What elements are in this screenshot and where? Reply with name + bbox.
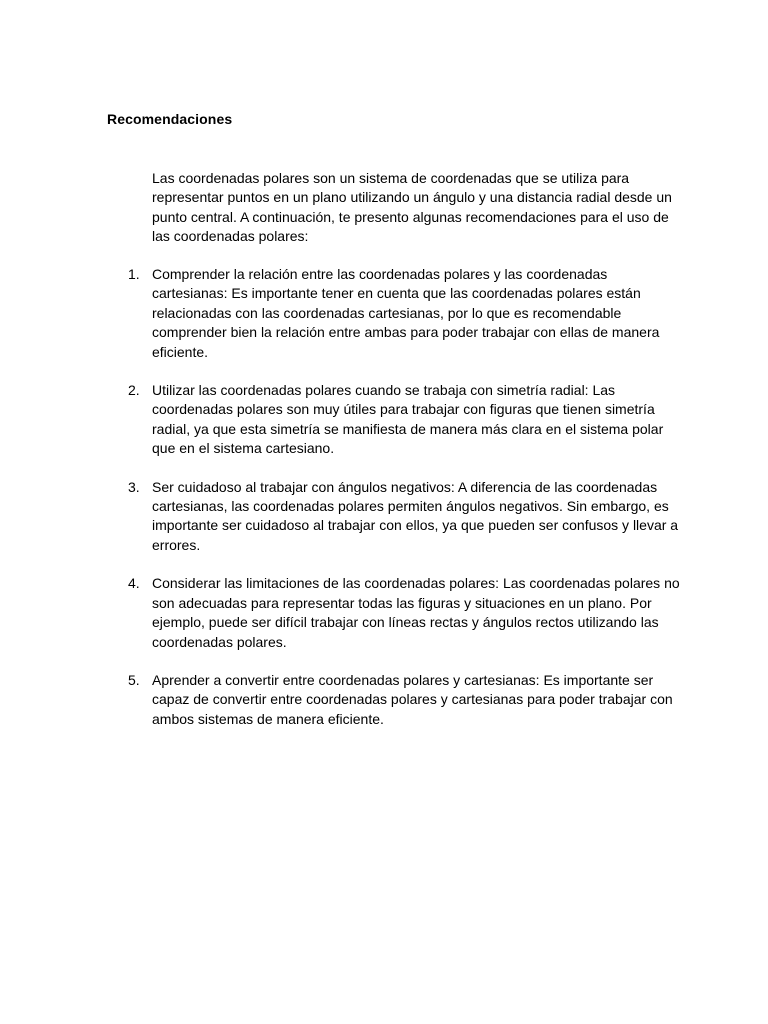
document-heading: Recomendaciones <box>107 111 233 127</box>
list-item <box>0 671 768 729</box>
list-item-text: Considerar las limitaciones de las coordenadas polares: Las coordenadas polares no son adecuadas para representar todas las figuras y situaciones en un plano. Por ejemplo, puede ser difícil trabajar con líneas rectas y ángulos rectos utilizando las coordenadas polares. <box>152 575 680 650</box>
list-item-number: 2. <box>128 382 140 399</box>
list-item-number: 1. <box>128 266 140 282</box>
list-item-text: Utilizar las coordenadas polares cuando se trabaja con simetría radial: Las coordenadas polares son muy útiles para trabajar con figuras que tienen simetría radial, ya que esta simetría se manifiesta de manera más clara en el sistema polar que en el sistema cartesiano. <box>152 382 664 457</box>
list-item-number: 3. <box>128 478 140 495</box>
list-item <box>0 381 768 459</box>
intro-paragraph: Las coordenadas polares son un sistema de coordenadas que se utiliza para representar puntos en un plano utilizando un ángulo y una distancia radial desde un punto central. A continuación, te presento algunas recomendaciones para el uso de las coordenadas polares: <box>152 170 672 245</box>
list-item-number: 5. <box>128 671 140 688</box>
list-item <box>0 574 768 652</box>
list-item-number: 4. <box>128 575 140 592</box>
recommendations-list <box>0 265 768 748</box>
list-item-text: Ser cuidadoso al trabajar con ángulos negativos: A diferencia de las coordenadas cartesianas, las coordenadas polares permiten ángulos negativos. Sin embargo, es importante ser cuidadoso al trabajar con ellos, ya que pueden ser confusos y llevar a errores. <box>152 478 679 553</box>
list-item-text: Aprender a convertir entre coordenadas polares y cartesianas: Es importante ser capaz de convertir entre coordenadas polares y cartesianas para poder trabajar con ambos sistemas de manera eficiente. <box>152 671 673 727</box>
list-item <box>0 265 768 362</box>
list-item <box>0 478 768 556</box>
list-item-text: Comprender la relación entre las coordenadas polares y las coordenadas cartesianas: Es importante tener en cuenta que las coordenadas polares están relacionadas con las coordenadas cartesianas, por lo que es recomendable comprender bien la relación entre ambas para poder trabajar con ellas de manera eficiente. <box>152 266 660 360</box>
